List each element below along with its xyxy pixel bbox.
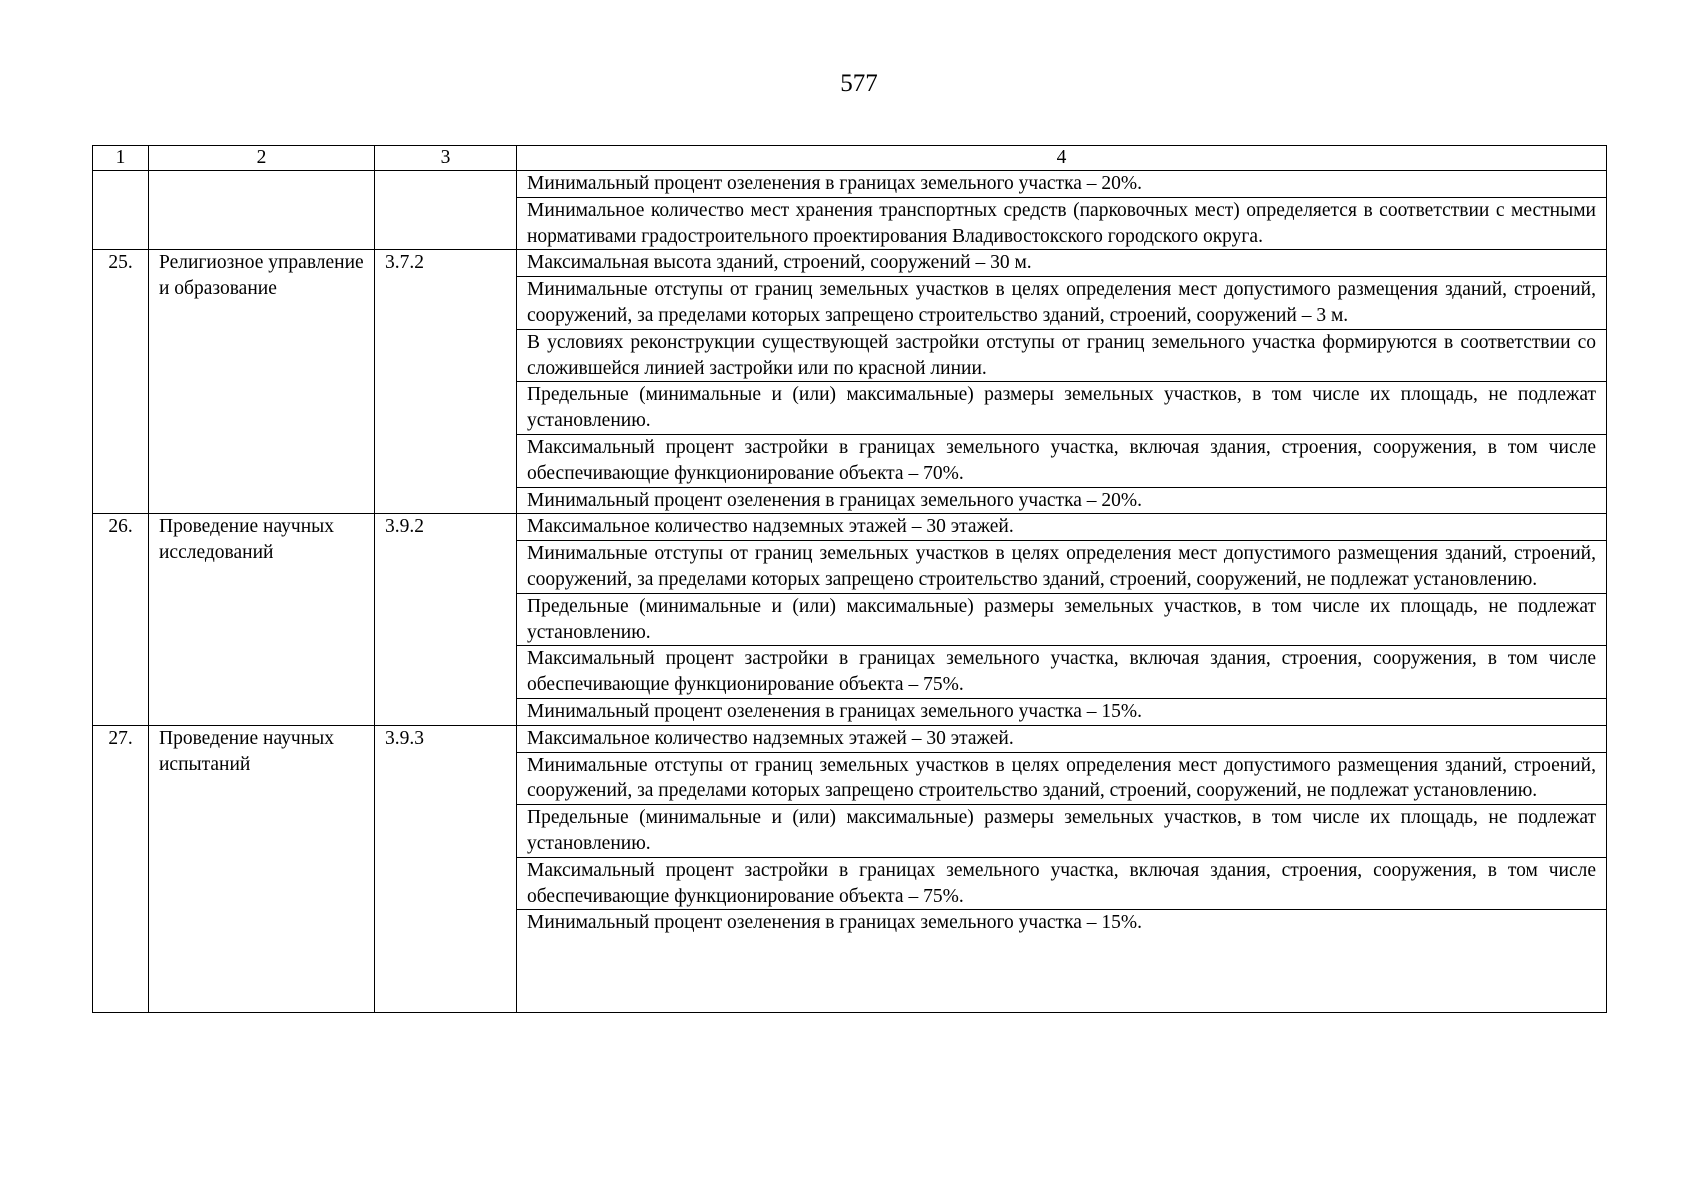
requirement-cell: В условиях реконструкции существующей застройки отступы от границ земельного участка формируются в соответствии со сложившейся линией застройки или по красной линии. <box>517 329 1607 382</box>
use-code-cell <box>375 171 517 250</box>
page-number: 577 <box>840 70 878 97</box>
requirement-cell: Максимальное количество надземных этажей – 30 этажей. <box>517 514 1607 541</box>
requirement-cell: Предельные (минимальные и (или) максимальные) размеры земельных участков, в том числе их площадь, не подлежат установлению. <box>517 593 1607 646</box>
requirement-cell: Максимальное количество надземных этажей – 30 этажей. <box>517 725 1607 752</box>
column-header-1: 1 <box>93 146 149 171</box>
row-number-cell: 26. <box>93 514 149 725</box>
requirement-cell: Максимальная высота зданий, строений, сооружений – 30 м. <box>517 250 1607 277</box>
requirement-cell: Минимальные отступы от границ земельных участков в целях определения мест допустимого размещения зданий, строений, сооружений, за пределами которых запрещено строительство зданий, строений, сооружений, не подлежат установлению. <box>517 752 1607 805</box>
regulations-table <box>92 145 1607 1013</box>
row-number-cell <box>93 171 149 250</box>
requirement-cell: Минимальный процент озеленения в границах земельного участка – 15%. <box>517 698 1607 725</box>
header-row <box>93 146 1607 171</box>
use-name-cell <box>149 171 375 250</box>
requirement-cell: Минимальный процент озеленения в границах земельного участка – 20%. <box>517 171 1607 198</box>
requirement-cell: Предельные (минимальные и (или) максимальные) размеры земельных участков, в том числе их площадь, не подлежат установлению. <box>517 382 1607 435</box>
column-header-4: 4 <box>517 146 1607 171</box>
requirement-cell: Максимальный процент застройки в границах земельного участка, включая здания, строения, сооружения, в том числе обеспечивающие функционирование объекта – 75%. <box>517 857 1607 910</box>
table-row <box>93 171 1607 198</box>
column-header-3: 3 <box>375 146 517 171</box>
requirement-cell: Минимальный процент озеленения в границах земельного участка – 20%. <box>517 487 1607 514</box>
requirement-cell: Максимальный процент застройки в границах земельного участка, включая здания, строения, сооружения, в том числе обеспечивающие функционирование объекта – 70%. <box>517 434 1607 487</box>
use-name-cell: Проведение научных испытаний <box>149 725 375 1013</box>
table-row <box>93 725 1607 752</box>
table-row <box>93 514 1607 541</box>
row-number-cell: 27. <box>93 725 149 1013</box>
use-code-cell: 3.7.2 <box>375 250 517 514</box>
requirement-cell: Минимальные отступы от границ земельных участков в целях определения мест допустимого размещения зданий, строений, сооружений, за пределами которых запрещено строительство зданий, строений, сооружений, не подлежат установлению. <box>517 541 1607 594</box>
table-row <box>93 250 1607 277</box>
use-name-cell: Проведение научных исследований <box>149 514 375 725</box>
row-number-cell: 25. <box>93 250 149 514</box>
requirement-cell: Максимальный процент застройки в границах земельного участка, включая здания, строения, сооружения, в том числе обеспечивающие функционирование объекта – 75%. <box>517 646 1607 699</box>
use-code-cell: 3.9.2 <box>375 514 517 725</box>
use-code-cell: 3.9.3 <box>375 725 517 1013</box>
use-name-cell: Религиозное управление и образование <box>149 250 375 514</box>
column-header-2: 2 <box>149 146 375 171</box>
requirement-cell: Предельные (минимальные и (или) максимальные) размеры земельных участков, в том числе их площадь, не подлежат установлению. <box>517 805 1607 858</box>
requirement-cell: Минимальный процент озеленения в границах земельного участка – 15%. <box>517 910 1607 1013</box>
requirement-cell: Минимальные отступы от границ земельных участков в целях определения мест допустимого размещения зданий, строений, сооружений, за пределами которых запрещено строительство зданий, строений, сооружений – 3 м. <box>517 277 1607 330</box>
requirement-cell: Минимальное количество мест хранения транспортных средств (парковочных мест) определяется в соответствии с местными нормативами градостроительного проектирования Владивостокского городского округа. <box>517 197 1607 250</box>
